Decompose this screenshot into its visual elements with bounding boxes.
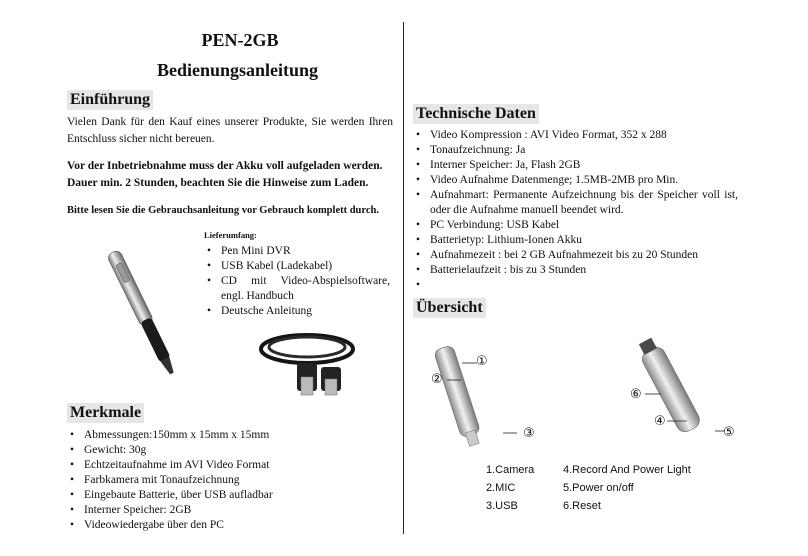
list-item: • Gewicht: 30g — [67, 443, 397, 458]
overview-heading: Übersicht — [413, 298, 486, 318]
legend-item-reset: 6.Reset — [563, 500, 601, 512]
list-item: • Batterielaufzeit : bis zu 3 Stunden — [413, 263, 738, 278]
legend-item-mic: 2.MIC — [486, 482, 516, 494]
column-divider — [403, 22, 404, 534]
legend-item-record-light: 4.Record And Power Light — [563, 464, 691, 476]
features-heading: Merkmale — [67, 403, 144, 423]
list-item — [413, 278, 738, 293]
list-item: • Aufnahmezeit : bei 2 GB Aufnahmezeit bis zu 20 Stunden — [413, 248, 738, 263]
tech-list — [413, 128, 738, 293]
pen-front-diagram — [425, 335, 555, 455]
list-item: • Aufnahmart: Permanente Aufzeichnung bis der Speicher voll ist, oder die Aufnahme manuell beendet wird. — [413, 188, 738, 218]
list-item: • Interner Speicher: Ja, Flash 2GB — [413, 158, 738, 173]
legend-item-usb: 3.USB — [486, 500, 518, 512]
delivery-list — [204, 244, 390, 319]
list-item: • Tonaufzeichnung: Ja — [413, 143, 738, 158]
legend-item-power: 5.Power on/off — [563, 482, 634, 494]
list-item: • Video Kompression : AVI Video Format, 352 x 288 — [413, 128, 738, 143]
list-item: • Abmessungen:150mm x 15mm x 15mm — [67, 428, 397, 443]
legend-item-camera: 1.Camera — [486, 464, 535, 476]
list-item: • USB Kabel (Ladekabel) — [204, 259, 390, 274]
pen-camera-image — [88, 240, 198, 385]
delivery-label: Lieferumfang: — [204, 230, 257, 240]
callout-5: ⑤ — [723, 425, 735, 440]
callout-4: ④ — [654, 414, 666, 429]
callout-6: ⑥ — [630, 387, 642, 402]
legend-left — [486, 461, 534, 515]
legend-right — [563, 461, 691, 515]
list-item: • Deutsche Anleitung — [204, 304, 390, 319]
intro-text: Vielen Dank für den Kauf eines unserer Produkte, Sie werden Ihren Entschluss sicher nicht bereuen. — [67, 116, 393, 145]
doc-subtitle: Bedienungsanleitung — [156, 60, 319, 80]
tech-heading: Technische Daten — [413, 104, 539, 124]
list-item: • Interner Speicher: 2GB — [67, 503, 397, 518]
list-item: • Batterietyp: Lithium-Ionen Akku — [413, 233, 738, 248]
list-item: • PC Verbindung: USB Kabel — [413, 218, 738, 233]
list-item: • Videowiedergabe über den PC — [67, 518, 397, 533]
callout-3: ③ — [523, 426, 535, 441]
doc-title: PEN-2GB — [201, 30, 279, 50]
callout-1: ① — [476, 354, 488, 369]
list-item: • Echtzeitaufnahme im AVI Video Format — [67, 458, 397, 473]
list-item: • Farbkamera mit Tonaufzeichnung — [67, 473, 397, 488]
features-list — [67, 428, 397, 533]
manual-notice: Bitte lesen Sie die Gebrauchsanleitung vor Gebrauch komplett durch. — [67, 205, 379, 216]
intro-heading: Einführung — [67, 90, 153, 110]
usb-cable-image — [255, 325, 365, 400]
list-item: • CD mit Video-Abspielsoftware, engl. Handbuch — [204, 274, 390, 304]
list-item: • Pen Mini DVR — [204, 244, 390, 259]
list-item: • Eingebaute Batterie, über USB aufladbar — [67, 488, 397, 503]
callout-2: ② — [431, 372, 443, 387]
charge-warning: Vor der Inbetriebnahme muss der Akku voll aufgeladen werden. Dauer min. 2 Stunden, beachten Sie die Hinweise zum Laden. — [67, 160, 383, 189]
list-item: • Video Aufnahme Datenmenge; 1.5MB-2MB pro Min. — [413, 173, 738, 188]
